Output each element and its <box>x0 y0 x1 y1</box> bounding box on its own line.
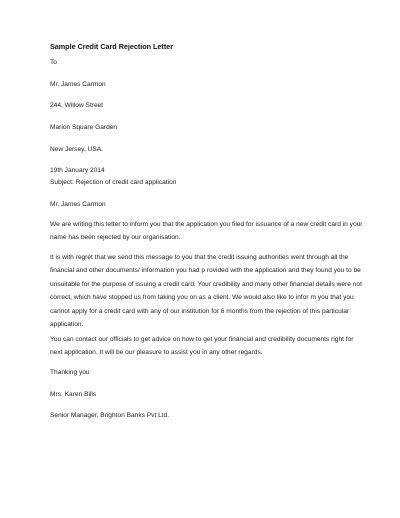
signer-title: Senior Manager, Brighton Banks Pvt Ltd. <box>50 412 170 419</box>
signer-name: Mrs. Karen Bills <box>50 391 97 398</box>
paragraph-line: next application. It will be our pleasure to assist you in any other regards. <box>50 349 263 357</box>
to-label: To <box>50 59 57 66</box>
letter-title: Sample Credit Card Rejection Letter <box>50 42 174 51</box>
paragraph-line: We are writing this letter to inform you that the application you filed for issuance of a new credit card in your <box>50 221 363 228</box>
paragraph-line: unsuitable for the purpose of issuing a credit card. Your credibility and many other financial details were not <box>50 280 362 288</box>
paragraph-line: financial and other documents/ information you had p rovided with the application and they found you to be <box>50 267 361 275</box>
paragraph-line: application. <box>50 321 84 329</box>
paragraph-line: name has been rejected by our organisation. <box>50 234 181 242</box>
address-region: New Jersey, USA. <box>50 146 104 153</box>
paragraph-details <box>50 251 368 331</box>
paragraph-line: It is with regret that we send this message to you that the credit issuing authorities went through all the <box>50 254 349 261</box>
paragraph-intro <box>50 218 368 245</box>
address-street: 244, Willow Street <box>50 102 104 109</box>
paragraph-contact <box>50 333 368 360</box>
address-area: Marion Square Garden <box>50 124 118 131</box>
recipient-name: Mr. James Carmon <box>50 81 106 88</box>
paragraph-line: correct, which have stopped us from taking you on as a client. We would also like to infor m you that you <box>50 294 354 302</box>
letter-subject: Subject: Rejection of credit card application <box>50 179 177 186</box>
letter-date: 19th January 2014 <box>50 167 105 174</box>
paragraph-line: You can contact our officials to get advice on how to get your financial and credibility documents right for <box>50 336 354 343</box>
closing: Thanking you <box>50 369 90 376</box>
paragraph-line: cannot apply for a credit card with any of our institution for 6 months from the rejection of this particular <box>50 307 350 315</box>
salutation: Mr. James Carmon <box>50 201 106 208</box>
